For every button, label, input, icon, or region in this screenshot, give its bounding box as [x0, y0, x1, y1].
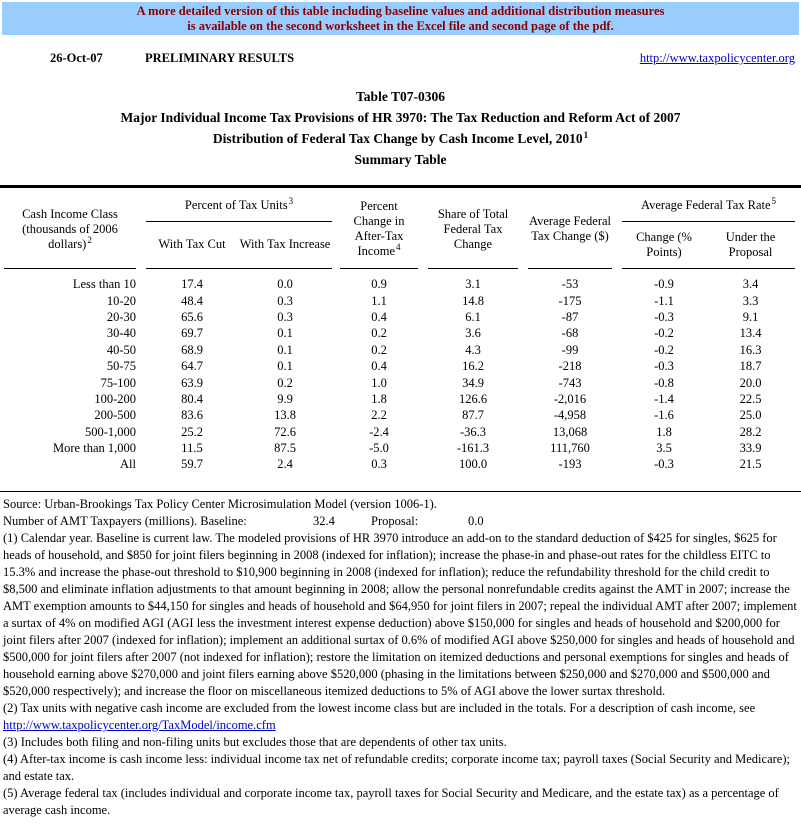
value-cell: -161.3: [456, 441, 490, 456]
value-cell: 63.9: [181, 375, 203, 390]
value-cell: 16.2: [462, 359, 484, 374]
row-label: 40-50: [106, 342, 136, 357]
value-cell: 3.4: [742, 277, 759, 292]
spacer-cell: [136, 276, 146, 292]
spacer-cell: [136, 309, 146, 325]
value-cell: 13.4: [739, 326, 762, 341]
spacer-cell: [418, 309, 428, 325]
footnote-ref-3: 3: [288, 196, 294, 207]
value-cell: 22.5: [739, 391, 762, 406]
value-cell: 17.4: [181, 277, 203, 292]
row-label: 30-40: [106, 326, 136, 341]
value-cell: 3.1: [465, 277, 481, 292]
value-cell: 20.0: [739, 375, 762, 390]
footnote-ref-1: 1: [583, 129, 589, 140]
row-label: 500-1,000: [84, 424, 136, 439]
spacer-cell: [332, 292, 340, 308]
spacer-cell: [612, 309, 622, 325]
note-5: (5) Average federal tax (includes individual and corporate income tax, payroll taxes for Social Security and Medicare, and the estate tax) as a percentage of average cash income.: [3, 786, 779, 817]
value-cell: 34.9: [462, 375, 484, 390]
spacer-cell: [518, 407, 528, 423]
row-label: 20-30: [106, 309, 136, 324]
value-cell: 0.2: [371, 342, 387, 357]
source-note: Source: Urban-Brookings Tax Policy Center Microsimulation Model (version 1006-1).: [3, 497, 437, 511]
spacer-cell: [332, 456, 340, 472]
table-row: [4, 342, 795, 358]
row-label: Less than 10: [72, 277, 136, 292]
table-row: [4, 456, 795, 472]
spacer-cell: [136, 342, 146, 358]
amt-proposal-label: Proposal:: [371, 514, 419, 528]
value-cell: 33.9: [739, 441, 762, 456]
table-top-double-rule: [0, 185, 801, 188]
spacer-cell: [518, 342, 528, 358]
spacer-cell: [418, 407, 428, 423]
spacer-cell: [136, 325, 146, 341]
spacer-cell: [136, 407, 146, 423]
spacer-cell: [518, 358, 528, 374]
spacer-cell: [612, 456, 622, 472]
value-cell: -218: [558, 359, 582, 374]
value-cell: 126.6: [458, 391, 488, 406]
value-cell: -5.0: [369, 441, 389, 456]
value-cell: 1.1: [371, 293, 387, 308]
amt-taxpayers-line: [3, 513, 799, 530]
value-cell: -68: [561, 326, 579, 341]
table-bottom-rule: [0, 491, 801, 492]
row-label: 50-75: [106, 359, 136, 374]
spacer-cell: [518, 292, 528, 308]
value-cell: 4.3: [465, 342, 481, 357]
value-cell: -193: [558, 457, 582, 472]
banner-line-2: is available on the second worksheet in the Excel file and second page of the pdf.: [187, 19, 614, 33]
value-cell: 3.3: [742, 293, 759, 308]
value-cell: 16.3: [739, 342, 762, 357]
value-cell: -1.1: [654, 293, 674, 308]
spacer-cell: [612, 276, 622, 292]
spacer-cell: [518, 309, 528, 325]
value-cell: 64.7: [181, 359, 203, 374]
spacer-cell: [332, 440, 340, 456]
row-label: All: [120, 457, 136, 472]
note-4: (4) After-tax income is cash income less: individual income tax net of refundable credits; corporate income tax; payroll taxes (Social Security and Medicare); and estate tax.: [3, 752, 790, 783]
note-3: (3) Includes both filing and non-filing units but excludes those that are dependents of other tax units.: [3, 735, 507, 749]
value-cell: 18.7: [739, 359, 762, 374]
spacer-cell: [332, 424, 340, 440]
value-cell: 13.8: [274, 408, 296, 423]
spacer-cell: [518, 374, 528, 390]
value-cell: -0.2: [654, 326, 674, 341]
spacer-cell: [612, 407, 622, 423]
value-cell: 21.5: [739, 457, 762, 472]
spacer-cell: [612, 342, 622, 358]
value-cell: 6.1: [465, 309, 481, 324]
value-cell: 59.7: [181, 457, 203, 472]
spacer-cell: [518, 391, 528, 407]
title-distribution: Distribution of Federal Tax Change by Cash Income Level, 2010$^1$: [212, 129, 589, 146]
value-cell: 48.4: [181, 293, 203, 308]
amt-baseline-value: 32.4: [313, 514, 335, 528]
table-row: [4, 391, 795, 407]
note-1: (1) Calendar year. Baseline is current law. The modeled provisions of HR 3970 introduce an add-on to the standard deduction of $425 for singles, $625 for heads of household, and $850 for joint filers beginning in 2008 (indexed for inflation); increase the phase-in and phase-out rates for the childless EITC to 15.3% and increase the phase-out threshold to $10,900 beginning in 2008 (indexed for inflation); reduce the refundability threshold for the child credit to $8,500 and eliminate inflation adjustments to that amount beginning in 2008; allow the personal nonrefundable credits against the AMT in 2007; increase the AMT exemption amounts to $44,150 for singles and heads of household and $64,950 for joint filers in 2007; repeal the individual AMT after 2007; implement a surtax of 4% on modified AGI (AGI less the investment interest expense deduction) above $150,000 for singles and heads of household and $200,000 for joint filers after 2007 (indexed for inflation); implement an additional surtax of 0.6% of modified AGI above $250,000 for singles and heads of household and $500,000 for joint filers after 2007 (not indexed for inflation); restore the limitation on itemized deductions and personal exemptions for singles and heads of household earning above $270,000 and joint filers earning above $520,000 (phasing in the limitations between $250,000 and $270,000 and $500,000 and $520,000 respectively); and increase the floor on miscellaneous itemized deductions to 5% of AGI above the lower surtax threshold.: [3, 531, 797, 698]
value-cell: 0.3: [277, 309, 293, 324]
value-cell: 0.1: [277, 342, 293, 357]
group-header-average-federal-tax-rate: Average Federal Tax Rate$^5$: [622, 191, 795, 221]
col-header-with-tax-increase: With Tax Increase: [238, 221, 332, 268]
row-label: 75-100: [100, 375, 136, 390]
income-definition-link[interactable]: http://www.taxpolicycenter.org/TaxModel/income.cfm: [3, 718, 276, 732]
table-row: [4, 276, 795, 292]
title-main: Major Individual Income Tax Provisions of HR 3970: The Tax Reduction and Reform Act of 2007: [120, 110, 681, 125]
value-cell: 0.2: [277, 375, 293, 390]
spacer-cell: [612, 424, 622, 440]
value-cell: 2.4: [277, 457, 293, 472]
title-block: [0, 86, 801, 170]
value-cell: -743: [558, 375, 582, 390]
table-number: Table T07-0306: [356, 89, 445, 104]
footnotes: [3, 496, 799, 819]
spacer-cell: [418, 342, 428, 358]
spacer-cell: [136, 424, 146, 440]
spacer-cell: [518, 440, 528, 456]
value-cell: 111,760: [550, 441, 590, 456]
value-cell: 13,068: [552, 424, 588, 439]
col-header-percent-change-after-tax-income: Percent Change in After-Tax Income$^4$: [340, 191, 418, 268]
value-cell: -2.4: [369, 424, 389, 439]
spacer-cell: [418, 325, 428, 341]
spacer-cell: [136, 374, 146, 390]
table-row: [4, 424, 795, 440]
value-cell: 0.9: [371, 277, 387, 292]
value-cell: 87.7: [462, 408, 484, 423]
distribution-table: [4, 191, 795, 473]
spacer-cell: [518, 424, 528, 440]
footnote-ref-4: 4: [396, 242, 401, 253]
footnote-ref-2: 2: [87, 234, 92, 245]
spacer-cell: [332, 309, 340, 325]
col-header-average-federal-tax-change: Average Federal Tax Change ($): [528, 191, 612, 268]
spacer-cell: [136, 456, 146, 472]
spacer-cell: [332, 358, 340, 374]
spacer-cell: [332, 276, 340, 292]
row-label: More than 1,000: [53, 441, 136, 456]
value-cell: 0.1: [277, 326, 293, 341]
row-label: 200-500: [94, 408, 136, 423]
col-header-share-total-federal-tax-change: Share of Total Federal Tax Change: [428, 191, 518, 268]
value-cell: 69.7: [181, 326, 203, 341]
spacer-cell: [612, 374, 622, 390]
value-cell: 0.4: [371, 359, 387, 374]
value-cell: 28.2: [739, 424, 762, 439]
spacer-cell: [612, 325, 622, 341]
value-cell: -1.6: [654, 408, 674, 423]
value-cell: 3.6: [465, 326, 481, 341]
value-cell: 0.2: [371, 326, 387, 341]
spacer-cell: [418, 191, 428, 268]
value-cell: 1.8: [371, 391, 387, 406]
detail-banner: [2, 2, 799, 35]
col-header-rate-change-points: Change (% Points): [622, 221, 706, 268]
value-cell: 68.9: [181, 342, 203, 357]
value-cell: 9.9: [277, 391, 293, 406]
value-cell: -175: [558, 293, 582, 308]
table-row: [4, 374, 795, 390]
value-cell: -36.3: [459, 424, 487, 439]
date-label: 26-Oct-07: [50, 51, 103, 65]
value-cell: 100.0: [458, 457, 488, 472]
spacer-cell: [136, 292, 146, 308]
value-cell: -53: [561, 277, 579, 292]
title-summary: Summary Table: [354, 152, 447, 167]
table-row: [4, 292, 795, 308]
spacer-cell: [332, 391, 340, 407]
spacer-cell: [418, 358, 428, 374]
spacer-cell: [418, 292, 428, 308]
spacer-cell: [518, 456, 528, 472]
spacer-cell: [418, 391, 428, 407]
col-header-with-tax-cut: With Tax Cut: [146, 221, 238, 268]
value-cell: -87: [561, 309, 579, 324]
value-cell: 25.2: [181, 424, 203, 439]
note-2: (2) Tax units with negative cash income are excluded from the lowest income class but are included in the totals. For a description of cash income, see http://www.taxpolicycenter.org/TaxModel/income.cfm: [3, 701, 756, 732]
value-cell: -0.9: [654, 277, 674, 292]
value-cell: -0.3: [654, 309, 674, 324]
value-cell: 2.2: [371, 408, 387, 423]
table-row: [4, 309, 795, 325]
spacer-cell: [136, 191, 146, 268]
value-cell: 0.3: [371, 457, 387, 472]
value-cell: -99: [561, 342, 579, 357]
footnote-ref-5: 5: [771, 196, 777, 207]
table-row: [4, 440, 795, 456]
amt-proposal-value: 0.0: [468, 514, 484, 528]
spacer-row: [4, 268, 795, 276]
spacer-cell: [418, 276, 428, 292]
spacer-cell: [418, 440, 428, 456]
value-cell: 14.8: [462, 293, 484, 308]
table-row: [4, 407, 795, 423]
spacer-cell: [136, 391, 146, 407]
spacer-cell: [332, 342, 340, 358]
value-cell: 1.0: [371, 375, 387, 390]
value-cell: 25.0: [739, 408, 762, 423]
value-cell: 3.5: [656, 441, 672, 456]
value-cell: -0.8: [654, 375, 674, 390]
spacer-cell: [332, 374, 340, 390]
table-row: [4, 358, 795, 374]
group-header-percent-tax-units: Percent of Tax Units$^3$: [146, 191, 332, 221]
value-cell: 9.1: [742, 309, 759, 324]
value-cell: -1.4: [654, 391, 674, 406]
value-cell: 11.5: [181, 441, 203, 456]
spacer-cell: [136, 358, 146, 374]
value-cell: 65.6: [181, 309, 203, 324]
spacer-cell: [418, 456, 428, 472]
table-body: [4, 268, 795, 473]
spacer-cell: [612, 440, 622, 456]
spacer-cell: [136, 440, 146, 456]
value-cell: 72.6: [274, 424, 296, 439]
value-cell: 0.4: [371, 309, 387, 324]
preliminary-results-label: PRELIMINARY RESULTS: [145, 51, 295, 65]
spacer-cell: [612, 191, 622, 268]
spacer-cell: [418, 424, 428, 440]
value-cell: 1.8: [656, 424, 672, 439]
value-cell: -0.3: [654, 359, 674, 374]
value-cell: 80.4: [181, 391, 203, 406]
banner-line-1: A more detailed version of this table including baseline values and additional distribution measures: [136, 4, 665, 18]
spacer-cell: [332, 325, 340, 341]
row-label: 100-200: [94, 391, 136, 406]
amt-baseline-label: Number of AMT Taxpayers (millions). Baseline:: [3, 514, 247, 528]
value-cell: 0.1: [277, 359, 293, 374]
col-header-cash-income-class: Cash Income Class (thousands of 2006 dollars)$^2$: [4, 191, 136, 268]
row-label: 10-20: [106, 293, 136, 308]
value-cell: 87.5: [274, 441, 296, 456]
spacer-cell: [332, 407, 340, 423]
col-header-rate-under-proposal: Under the Proposal: [706, 221, 795, 268]
value-cell: 0.3: [277, 293, 293, 308]
spacer-cell: [612, 391, 622, 407]
value-cell: -0.2: [654, 342, 674, 357]
spacer-cell: [612, 358, 622, 374]
spacer-cell: [518, 325, 528, 341]
spacer-cell: [612, 292, 622, 308]
value-cell: -2,016: [553, 391, 587, 406]
value-cell: -4,958: [553, 408, 587, 423]
spacer-cell: [518, 191, 528, 268]
spacer-cell: [332, 191, 340, 268]
spacer-cell: [518, 276, 528, 292]
value-cell: 83.6: [181, 408, 203, 423]
meta-row: [0, 51, 801, 69]
table-row: [4, 325, 795, 341]
taxpolicycenter-link[interactable]: http://www.taxpolicycenter.org: [639, 51, 795, 65]
value-cell: 0.0: [277, 277, 293, 292]
spacer-cell: [418, 374, 428, 390]
value-cell: -0.3: [654, 457, 674, 472]
